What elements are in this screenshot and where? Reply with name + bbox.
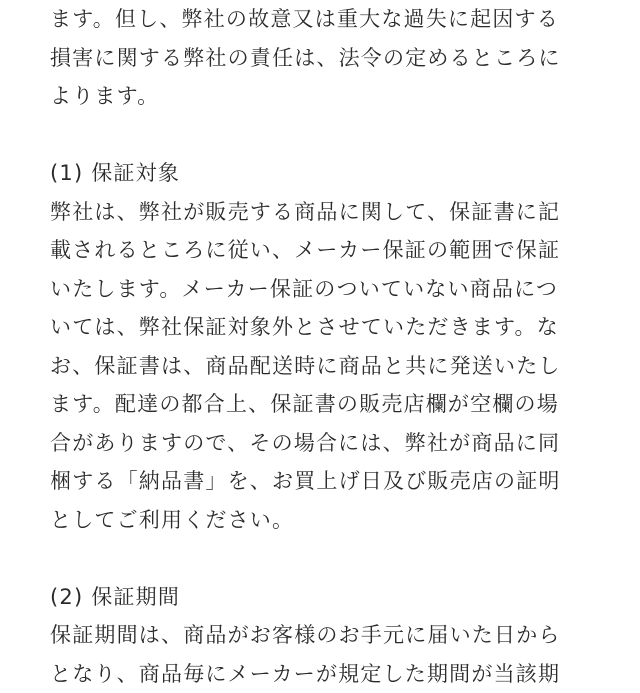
section-2-line-2: となり、商品毎にメーカーが規定した期間が当該期 xyxy=(50,655,630,693)
section-2-heading: (2) 保証期間 xyxy=(50,578,630,617)
intro-line-3: よります。 xyxy=(50,77,630,116)
section-1-line-5: お、保証書は、商品配送時に商品と共に発送いたし xyxy=(50,347,630,386)
paragraph-gap xyxy=(50,539,630,578)
terms-text xyxy=(50,0,630,693)
section-1-line-7: 合がありますので、その場合には、弊社が商品に同 xyxy=(50,424,630,463)
section-1-line-9: としてご利用ください。 xyxy=(50,501,630,540)
section-1-line-3: いたします。メーカー保証のついていない商品につ xyxy=(50,270,630,309)
intro-line-2: 損害に関する弊社の責任は、法令の定めるところに xyxy=(50,39,630,78)
section-1-line-1: 弊社は、弊社が販売する商品に関して、保証書に記 xyxy=(50,193,630,232)
paragraph-gap xyxy=(50,116,630,155)
intro-line-1: ます。但し、弊社の故意又は重大な過失に起因する xyxy=(50,0,630,39)
section-1-line-2: 載されるところに従い、メーカー保証の範囲で保証 xyxy=(50,231,630,270)
section-1-line-4: いては、弊社保証対象外とさせていただきます。な xyxy=(50,308,630,347)
section-1-line-6: ます。配達の都合上、保証書の販売店欄が空欄の場 xyxy=(50,385,630,424)
section-2-line-1: 保証期間は、商品がお客様のお手元に届いた日から xyxy=(50,616,630,655)
section-1-line-8: 梱する「納品書」を、お買上げ日及び販売店の証明 xyxy=(50,462,630,501)
section-1-heading: (1) 保証対象 xyxy=(50,154,630,193)
